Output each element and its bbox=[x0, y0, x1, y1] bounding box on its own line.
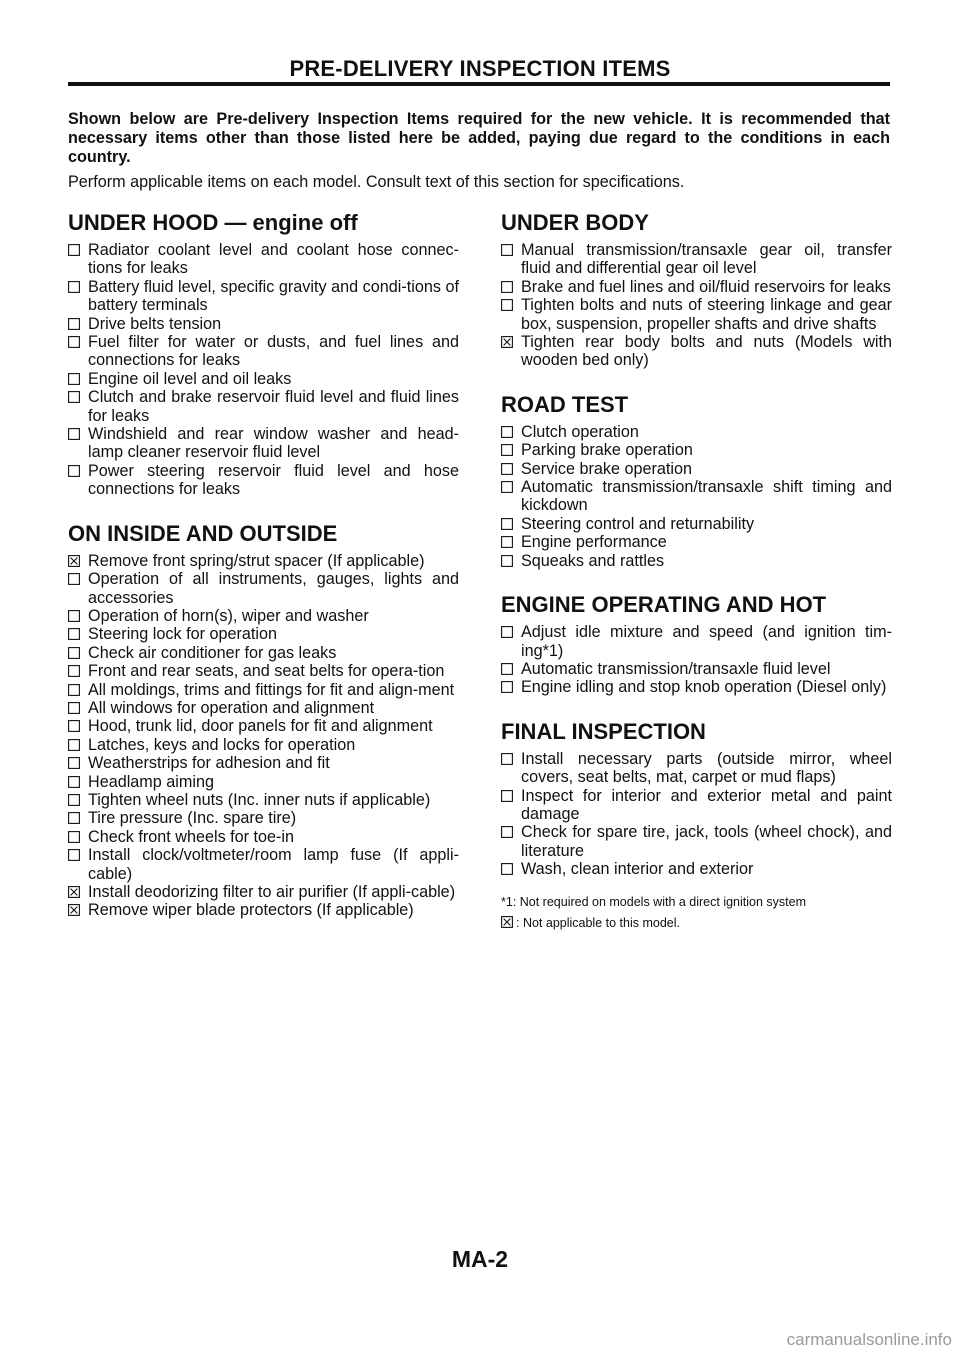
footnote-ignition: *1: Not required on models with a direct ignition system bbox=[501, 894, 807, 909]
checkbox-icon bbox=[68, 428, 84, 440]
checklist-item bbox=[68, 370, 459, 388]
checkbox-icon bbox=[501, 518, 517, 530]
checkbox-icon bbox=[501, 826, 517, 838]
checkbox-icon bbox=[68, 812, 84, 824]
crossed-checkbox-icon bbox=[501, 336, 517, 348]
checklist-item bbox=[501, 441, 892, 459]
checklist-item-text: Inspect for interior and exterior metal and paint damage bbox=[521, 786, 892, 823]
checkbox-icon bbox=[501, 863, 517, 875]
checklist-item-text: Brake and fuel lines and oil/fluid reservoirs for leaks bbox=[521, 277, 891, 296]
checkbox-icon bbox=[501, 555, 517, 567]
checklist-item-text: Manual transmission/transaxle gear oil, transfer fluid and differential gear oil level bbox=[521, 241, 892, 278]
checkbox-icon bbox=[501, 663, 517, 675]
checkbox-icon bbox=[501, 626, 517, 638]
checkbox-icon bbox=[68, 702, 84, 714]
checkbox-icon bbox=[68, 849, 84, 861]
intro-paragraph: Perform applicable items on each model. Consult text of this section for specifications. bbox=[68, 173, 685, 191]
checklist bbox=[501, 423, 892, 570]
intro-bold-paragraph: Shown below are Pre-delivery Inspection Items required for the new vehicle. It is recommended that necessary items other than those listed here be added, paying due regard to the conditions in each country. bbox=[68, 110, 890, 166]
checklist-item bbox=[68, 809, 459, 827]
checkbox-icon bbox=[68, 739, 84, 751]
checklist-item-text: Remove front spring/strut spacer (If applicable) bbox=[88, 551, 425, 570]
checklist-item-text: All windows for operation and alignment bbox=[88, 698, 375, 717]
checklist-item-text: Clutch and brake reservoir fluid level and fluid lines for leaks bbox=[88, 388, 459, 425]
checklist-item bbox=[68, 901, 459, 919]
checklist-item-text: Operation of horn(s), wiper and washer bbox=[88, 606, 369, 625]
checklist-item-text: Automatic transmission/transaxle fluid level bbox=[521, 659, 831, 678]
checklist bbox=[501, 750, 892, 879]
left-column bbox=[68, 210, 459, 942]
checklist-item-text: Automatic transmission/transaxle shift timing and kickdown bbox=[521, 478, 892, 515]
checklist-item-text: Latches, keys and locks for operation bbox=[88, 735, 356, 754]
checklist-item-text: Squeaks and rattles bbox=[521, 551, 665, 570]
checkbox-icon bbox=[501, 481, 517, 493]
checklist-item-text: Power steering reservoir fluid level and hose connections for leaks bbox=[88, 461, 459, 499]
checklist bbox=[501, 241, 892, 370]
checklist-item bbox=[68, 333, 459, 370]
checklist-item bbox=[68, 883, 459, 901]
checkbox-icon bbox=[501, 536, 517, 548]
checklist-item-text: Tighten wheel nuts (Inc. inner nuts if applicable) bbox=[88, 790, 431, 809]
crossed-checkbox-icon bbox=[501, 916, 513, 932]
checklist-item bbox=[68, 315, 459, 333]
checklist-item bbox=[68, 828, 459, 846]
checklist-item bbox=[501, 750, 892, 787]
section bbox=[501, 719, 892, 879]
checklist-item bbox=[501, 333, 892, 370]
checkbox-icon bbox=[68, 628, 84, 640]
checkbox-icon bbox=[68, 831, 84, 843]
checklist-item-text: Tire pressure (Inc. spare tire) bbox=[88, 809, 297, 828]
checkbox-icon bbox=[501, 463, 517, 475]
checklist-item bbox=[68, 791, 459, 809]
checklist-item bbox=[68, 462, 459, 499]
checklist-item-text: All moldings, trims and fittings for fit and align-ment bbox=[88, 680, 455, 699]
checklist-item-text: Engine idling and stop knob operation (Diesel only) bbox=[521, 678, 887, 697]
footnote-not-applicable-text: : Not applicable to this model. bbox=[516, 916, 680, 931]
checklist-item-text: Service brake operation bbox=[521, 459, 692, 478]
checklist-item-text: Radiator coolant level and coolant hose connec-tions for leaks bbox=[88, 241, 459, 278]
checklist-item-text: Clutch operation bbox=[521, 422, 639, 441]
checkbox-icon bbox=[501, 681, 517, 693]
checklist-item-text: Check air conditioner for gas leaks bbox=[88, 643, 337, 662]
right-sections bbox=[501, 210, 892, 879]
checklist-item bbox=[68, 644, 459, 662]
checkbox-icon bbox=[68, 373, 84, 385]
checklist-item-text: Tighten rear body bolts and nuts (Models with wooden bed only) bbox=[521, 333, 892, 370]
checklist-item-text: Install necessary parts (outside mirror, wheel covers, seat belts, mat, carpet or mud flaps) bbox=[521, 749, 892, 787]
checklist-item-text: Remove wiper blade protectors (If applicable) bbox=[88, 901, 414, 920]
checklist-item bbox=[501, 678, 892, 696]
checklist bbox=[68, 552, 459, 920]
checklist-item bbox=[501, 823, 892, 860]
crossed-checkbox-icon bbox=[68, 886, 84, 898]
checklist-item bbox=[501, 241, 892, 278]
checkbox-icon bbox=[68, 281, 84, 293]
checkbox-icon bbox=[68, 318, 84, 330]
checklist-item-text: Adjust idle mixture and speed (and ignition tim-ing*1) bbox=[521, 623, 892, 660]
checkbox-icon bbox=[68, 647, 84, 659]
footnote-not-applicable bbox=[501, 916, 892, 932]
checklist-item bbox=[68, 607, 459, 625]
page-header-title: PRE-DELIVERY INSPECTION ITEMS bbox=[289, 56, 671, 81]
checklist-item-text: Steering lock for operation bbox=[88, 625, 277, 644]
checklist-item-text: Drive belts tension bbox=[88, 314, 222, 333]
checklist-item bbox=[68, 552, 459, 570]
checklist-item bbox=[68, 278, 459, 315]
checklist-item bbox=[501, 533, 892, 551]
checklist-item bbox=[501, 296, 892, 333]
checkbox-icon bbox=[68, 665, 84, 677]
checklist-item bbox=[501, 515, 892, 533]
crossed-checkbox-icon bbox=[68, 904, 84, 916]
checklist-item bbox=[68, 570, 459, 607]
checklist-item bbox=[68, 681, 459, 699]
checkbox-icon bbox=[501, 790, 517, 802]
watermark: carmanualsonline.info bbox=[786, 1330, 952, 1349]
checklist-item-text: Weatherstrips for adhesion and fit bbox=[88, 754, 330, 773]
checkbox-icon bbox=[68, 573, 84, 585]
section bbox=[501, 210, 892, 370]
section bbox=[501, 592, 892, 697]
checklist-item-text: Fuel filter for water or dusts, and fuel lines and connections for leaks bbox=[88, 333, 459, 370]
checklist-item-text: Tighten bolts and nuts of steering linkage and gear box, suspension, propeller shafts and drive shafts bbox=[521, 296, 892, 333]
checkbox-icon bbox=[68, 244, 84, 256]
checklist-item-text: Parking brake operation bbox=[521, 441, 693, 460]
checklist-item bbox=[68, 754, 459, 772]
checklist-item bbox=[68, 425, 459, 462]
checklist-item bbox=[501, 278, 892, 296]
checklist-item bbox=[68, 736, 459, 754]
checkbox-icon bbox=[68, 465, 84, 477]
checklist-item bbox=[501, 478, 892, 515]
section bbox=[68, 521, 459, 920]
checklist-item bbox=[68, 773, 459, 791]
checklist-item bbox=[501, 552, 892, 570]
checklist-item-text: Engine performance bbox=[521, 533, 667, 552]
header-rule bbox=[68, 82, 890, 86]
checklist-item bbox=[501, 623, 892, 660]
checkbox-icon bbox=[501, 444, 517, 456]
section-title: ENGINE OPERATING AND HOT bbox=[501, 592, 827, 618]
checkbox-icon bbox=[68, 684, 84, 696]
checklist bbox=[68, 241, 459, 499]
checkbox-icon bbox=[68, 720, 84, 732]
checklist-item bbox=[68, 625, 459, 643]
checklist-item bbox=[68, 717, 459, 735]
checklist-item bbox=[501, 460, 892, 478]
checkbox-icon bbox=[501, 281, 517, 293]
checkbox-icon bbox=[501, 753, 517, 765]
checkbox-icon bbox=[501, 426, 517, 438]
checklist-item-text: Wash, clean interior and exterior bbox=[521, 860, 754, 879]
checklist-item-text: Hood, trunk lid, door panels for fit and alignment bbox=[88, 717, 433, 736]
checklist-item bbox=[68, 241, 459, 278]
checklist-item-text: Front and rear seats, and seat belts for opera-tion bbox=[88, 662, 445, 681]
section-title: UNDER HOOD — engine off bbox=[68, 210, 358, 235]
checklist-item-text: Install deodorizing filter to air purifier (If appli-cable) bbox=[88, 883, 456, 901]
checkbox-icon bbox=[501, 299, 517, 311]
page-number: MA-2 bbox=[451, 1246, 509, 1272]
checklist-item bbox=[68, 388, 459, 425]
checkbox-icon bbox=[68, 336, 84, 348]
checklist-item-text: Install clock/voltmeter/room lamp fuse (If appli-cable) bbox=[88, 846, 459, 883]
right-column bbox=[501, 210, 892, 932]
checkbox-icon bbox=[501, 244, 517, 256]
checklist-item bbox=[501, 423, 892, 441]
checkbox-icon bbox=[68, 794, 84, 806]
checklist-item-text: Steering control and returnability bbox=[521, 514, 755, 533]
section bbox=[501, 392, 892, 570]
checklist-item-text: Operation of all instruments, gauges, lights and accessories bbox=[88, 570, 459, 607]
checklist-item-text: Engine oil level and oil leaks bbox=[88, 369, 292, 388]
section bbox=[68, 210, 459, 499]
checkbox-icon bbox=[68, 610, 84, 622]
checkbox-icon bbox=[68, 776, 84, 788]
checklist-item-text: Headlamp aiming bbox=[88, 772, 214, 791]
section-title: UNDER BODY bbox=[501, 210, 649, 235]
checklist-item-text: Battery fluid level, specific gravity and condi-tions of battery terminals bbox=[88, 277, 459, 315]
section-title: FINAL INSPECTION bbox=[501, 718, 706, 744]
checkbox-icon bbox=[68, 757, 84, 769]
checklist-item bbox=[68, 699, 459, 717]
checklist-item-text: Check front wheels for toe-in bbox=[88, 827, 295, 846]
checklist bbox=[501, 623, 892, 697]
section-title: ON INSIDE AND OUTSIDE bbox=[68, 520, 338, 546]
checklist-item bbox=[68, 662, 459, 680]
checklist-item bbox=[68, 846, 459, 883]
intro bbox=[68, 110, 890, 192]
checklist-item bbox=[501, 660, 892, 678]
checklist-item-text: Windshield and rear window washer and head-lamp cleaner reservoir fluid level bbox=[88, 425, 459, 462]
checklist-item-text: Check for spare tire, jack, tools (wheel chock), and literature bbox=[521, 823, 892, 860]
checkbox-icon bbox=[68, 391, 84, 403]
section-title: ROAD TEST bbox=[501, 391, 629, 417]
checklist-item bbox=[501, 860, 892, 878]
crossed-checkbox-icon bbox=[68, 555, 84, 567]
checklist-item bbox=[501, 787, 892, 824]
